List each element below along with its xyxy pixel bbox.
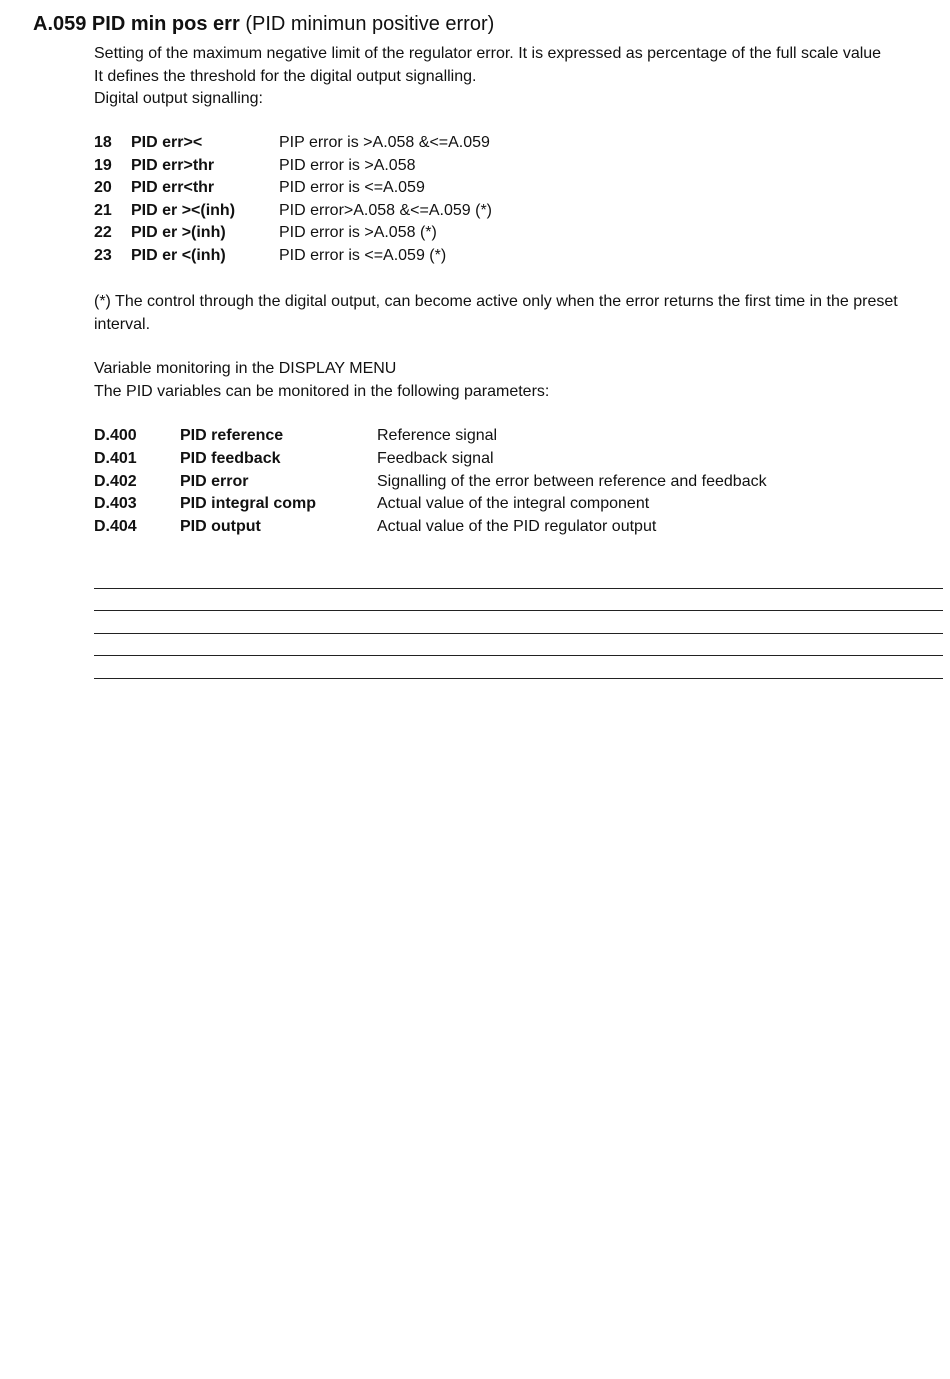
notes-line <box>94 655 943 656</box>
intro-line: It defines the threshold for the digital output signalling. <box>94 67 477 85</box>
notes-line <box>94 633 943 634</box>
signalling-name: PID err>< <box>131 134 203 151</box>
display-variable-description: Actual value of the PID regulator output <box>377 518 657 535</box>
signalling-description: PID error is >A.058 <box>279 156 416 174</box>
notes-line <box>94 678 943 679</box>
signalling-number: 19 <box>94 156 112 174</box>
signalling-number: 23 <box>94 246 112 264</box>
display-variable-code: D.401 <box>94 449 137 467</box>
signalling-description: PID error is <=A.059 <box>279 179 425 197</box>
monitoring-line: Variable monitoring in the DISPLAY MENU <box>94 360 397 377</box>
signalling-description: PID error is >A.058 (*) <box>279 224 437 242</box>
signalling-number: 18 <box>94 134 112 151</box>
display-variable-description: Signalling of the error between reference and feedback <box>377 472 767 490</box>
signalling-name: PID er ><(inh) <box>131 201 236 219</box>
parameter-heading <box>33 12 494 36</box>
display-variable-name: PID error <box>180 472 249 490</box>
display-variable-code: D.402 <box>94 472 137 490</box>
display-variable-code: D.404 <box>94 518 137 535</box>
parameter-code-name: A.059 PID min pos err <box>33 13 240 35</box>
display-variable-description: Actual value of the integral component <box>377 495 650 513</box>
display-variable-code: D.403 <box>94 495 137 513</box>
display-variable-code: D.400 <box>94 427 137 444</box>
signalling-name: PID er <(inh) <box>131 246 226 264</box>
display-variable-description: Reference signal <box>377 427 498 444</box>
monitoring-line: The PID variables can be monitored in the following parameters: <box>94 382 550 400</box>
display-variable-name: PID feedback <box>180 449 281 467</box>
notes-line <box>94 610 943 611</box>
display-variable-name: PID reference <box>180 427 284 444</box>
signalling-number: 22 <box>94 224 112 242</box>
intro-line: Digital output signalling: <box>94 90 263 107</box>
signalling-name: PID err<thr <box>131 179 215 197</box>
parameter-description: (PID minimun positive error) <box>245 13 495 35</box>
signalling-name: PID err>thr <box>131 156 215 174</box>
signalling-description: PID error>A.058 &<=A.059 (*) <box>279 201 492 219</box>
display-variable-name: PID integral comp <box>180 495 317 513</box>
signalling-number: 21 <box>94 201 112 219</box>
monitoring-paragraph <box>94 358 934 403</box>
display-variable-name: PID output <box>180 518 261 535</box>
signalling-name: PID er >(inh) <box>131 224 226 242</box>
signalling-number: 20 <box>94 179 112 197</box>
signalling-description: PIP error is >A.058 &<=A.059 <box>279 134 490 151</box>
intro-paragraph <box>94 43 934 111</box>
signalling-description: PID error is <=A.059 (*) <box>279 246 447 264</box>
footnote: (*) The control through the digital output, can become active only when the error returns the first time in the preset interval. <box>94 293 898 333</box>
display-variable-description: Feedback signal <box>377 449 494 467</box>
notes-line <box>94 588 943 589</box>
intro-line: Setting of the maximum negative limit of the regulator error. It is expressed as percentage of the full scale value <box>94 45 882 62</box>
